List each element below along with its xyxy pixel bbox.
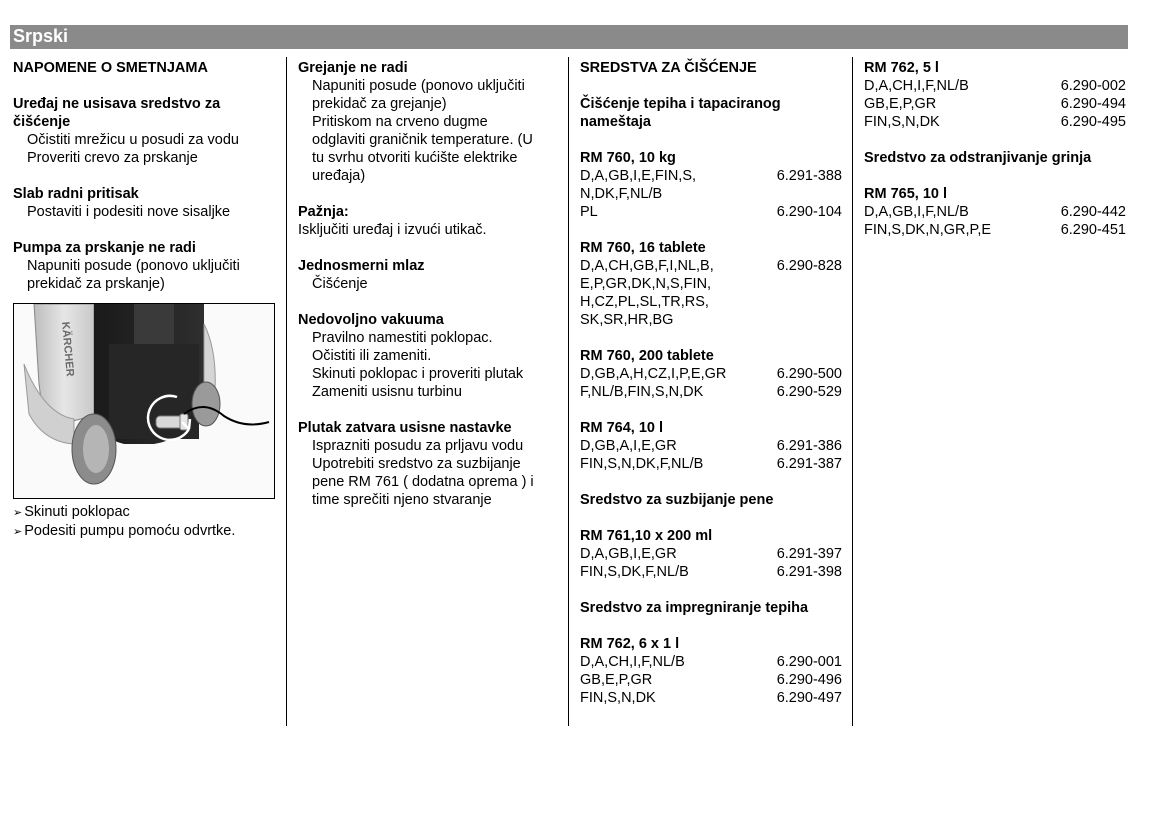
order-number: 6.290-442 [1060,204,1126,220]
remedy-text: time sprečiti njeno stvaranje [312,492,492,508]
country-list: D,A,CH,I,F,NL/B [580,654,685,670]
remedy-text: Skinuti poklopac i proveriti plutak [312,366,524,382]
product-row [864,77,1126,95]
order-number: 6.290-500 [776,366,842,382]
category-heading: Sredstvo za suzbijanje pene [580,492,774,508]
country-list: N,DK,F,NL/B [580,186,663,202]
fault-heading: Slab radni pritisak [13,186,139,202]
product-row [580,383,842,401]
pump-adjustment-photo [13,303,275,499]
step-item [13,522,275,541]
country-list: FIN,S,N,DK [580,690,656,706]
column-divider [286,57,287,726]
product-heading: RM 760, 10 kg [580,150,676,166]
country-list: D,GB,A,H,CZ,I,P,E,GR [580,366,727,382]
warning-text: Isključiti uređaj i izvući utikač. [298,222,487,238]
photo-logo: KÄRCHER [59,321,76,378]
remedy-text: Pritiskom na crveno dugme [312,114,488,130]
order-number: 6.291-388 [776,168,842,184]
language-label: Srpski [13,26,69,46]
fault-heading: čišćenje [13,114,71,130]
country-list: FIN,S,DK,N,GR,P,E [864,222,992,238]
column-divider [852,57,853,726]
remedy-text: prekidač za grejanje) [312,96,447,112]
category-heading: nameštaja [580,114,651,130]
country-list: H,CZ,PL,SL,TR,RS, [580,294,709,310]
product-row [864,113,1126,131]
remedy-text: pene RM 761 ( dodatna oprema ) i [312,474,534,490]
product-row [580,455,842,473]
product-heading: RM 760, 200 tablete [580,348,714,364]
product-row [580,671,842,689]
order-number: 6.290-529 [776,384,842,400]
remedy-text: Proveriti crevo za prskanje [27,150,198,166]
order-number: 6.291-397 [776,546,842,562]
product-row [864,95,1126,113]
column-divider [568,57,569,726]
step-text: Podesiti pumpu pomoću odvrtke. [24,523,236,539]
product-heading: RM 764, 10 l [580,420,664,436]
language-header-bar [10,25,1128,49]
remedy-text: Zameniti usisnu turbinu [312,384,462,400]
product-row [580,545,842,563]
country-list: GB,E,P,GR [580,672,653,688]
product-row [864,203,1126,221]
order-number: 6.291-387 [776,456,842,472]
section-title: NAPOMENE O SMETNJAMA [13,60,208,76]
remedy-text: Napuniti posude (ponovo uključiti [27,258,240,274]
country-list: FIN,S,N,DK [864,114,940,130]
order-number: 6.290-496 [776,672,842,688]
country-list: D,A,CH,I,F,NL/B [864,78,969,94]
country-list: D,A,GB,I,E,FIN,S, [580,168,697,184]
order-number: 6.291-386 [776,438,842,454]
product-row [580,203,842,221]
country-list: D,A,GB,I,F,NL/B [864,204,969,220]
order-number: 6.290-001 [776,654,842,670]
order-number: 6.290-495 [1060,114,1126,130]
remedy-text: Čišćenje [312,276,368,292]
cleaning-agents-column-2 [864,59,1126,239]
remedy-text: prekidač za prskanje) [27,276,165,292]
product-row [580,257,842,275]
category-heading: Čišćenje tepiha i tapaciranog [580,96,781,112]
order-number: 6.290-002 [1060,78,1126,94]
machine-illustration [14,304,274,498]
product-row [580,365,842,383]
step-item [13,503,275,522]
step-text: Skinuti poklopac [24,504,130,520]
remedy-text: Napuniti posude (ponovo uključiti [312,78,525,94]
remedy-text: Isprazniti posudu za prljavu vodu [312,438,524,454]
product-row [580,653,842,671]
country-list: F,NL/B,FIN,S,N,DK [580,384,704,400]
order-number: 6.290-497 [776,690,842,706]
country-list: PL [580,204,598,220]
product-row [580,437,842,455]
remedy-text: odglaviti graničnik temperature. (U [312,132,533,148]
remedy-text: tu svrhu otvoriti kućište elektrike [312,150,518,166]
fault-heading: Nedovoljno vakuuma [298,312,444,328]
category-heading: Sredstvo za impregniranje tepiha [580,600,809,616]
country-list: D,A,GB,I,E,GR [580,546,677,562]
fault-heading: Pumpa za prskanje ne radi [13,240,196,256]
order-number: 6.290-494 [1060,96,1126,112]
troubleshooting-column-2 [298,59,560,509]
remedy-text: Pravilno namestiti poklopac. [312,330,493,346]
category-heading: Sredstvo za odstranjivanje grinja [864,150,1092,166]
product-row [580,689,842,707]
product-heading: RM 765, 10 l [864,186,948,202]
fault-heading: Jednosmerni mlaz [298,258,425,274]
country-list: GB,E,P,GR [864,96,937,112]
cleaning-agents-column-1 [580,59,842,707]
remedy-text: Očistiti ili zameniti. [312,348,432,364]
country-list: D,GB,A,I,E,GR [580,438,677,454]
remedy-text: Očistiti mrežicu u posudi za vodu [27,132,239,148]
order-number: 6.291-398 [776,564,842,580]
product-heading: RM 760, 16 tablete [580,240,706,256]
country-list: D,A,CH,GB,F,I,NL,B, [580,258,714,274]
country-list: SK,SR,HR,BG [580,312,674,328]
section-title: SREDSTVA ZA ČIŠĆENJE [580,60,757,76]
order-number: 6.290-451 [1060,222,1126,238]
fault-heading: Grejanje ne radi [298,60,408,76]
fault-heading: Plutak zatvara usisne nastavke [298,420,512,436]
product-heading: RM 762, 5 l [864,60,939,76]
country-list: FIN,S,DK,F,NL/B [580,564,689,580]
remedy-text: Postaviti i podesiti nove sisaljke [27,204,231,220]
order-number: 6.290-828 [776,258,842,274]
troubleshooting-column-1 [13,59,275,541]
product-row [580,167,842,185]
warning-heading: Pažnja: [298,204,349,220]
country-list: E,P,GR,DK,N,S,FIN, [580,276,712,292]
country-list: FIN,S,N,DK,F,NL/B [580,456,704,472]
remedy-text: Upotrebiti sredstvo za suzbijanje [312,456,521,472]
product-row [864,221,1126,239]
remedy-text: uređaja) [312,168,366,184]
fault-heading: Uređaj ne usisava sredstvo za [13,96,221,112]
order-number: 6.290-104 [776,204,842,220]
product-heading: RM 762, 6 x 1 l [580,636,680,652]
product-row [580,563,842,581]
product-heading: RM 761,10 x 200 ml [580,528,713,544]
